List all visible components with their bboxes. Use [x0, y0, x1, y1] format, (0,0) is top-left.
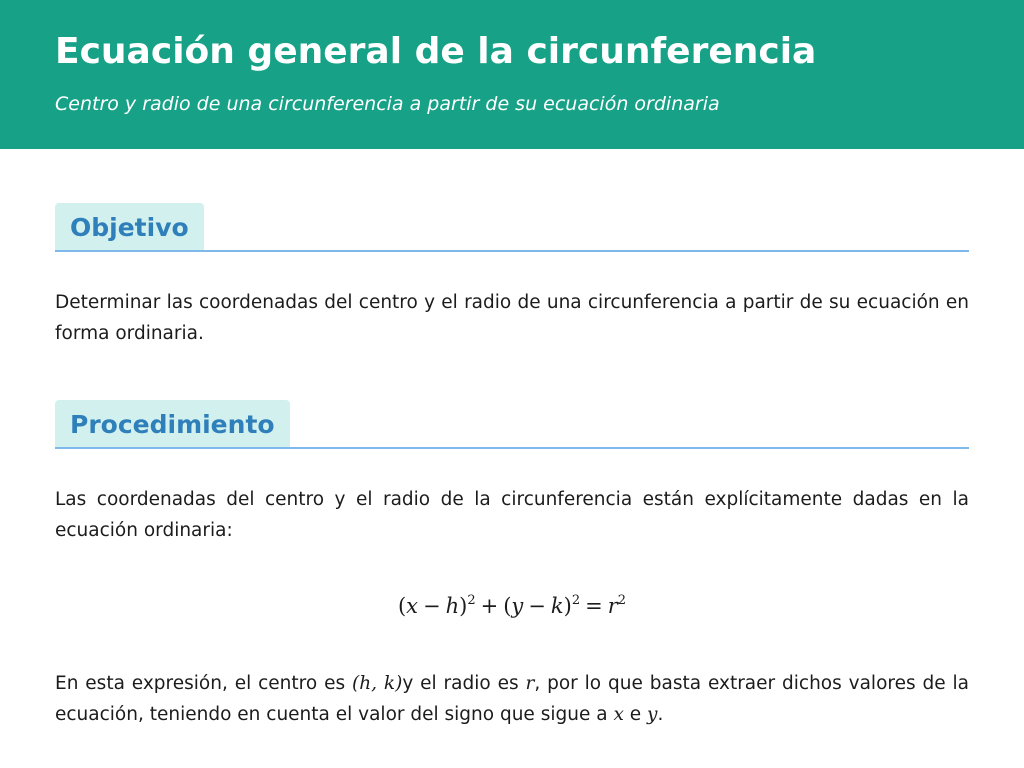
section-label: Procedimiento	[55, 400, 290, 447]
formula-minus: −	[528, 594, 546, 618]
explanation-text: y el radio es	[402, 673, 526, 694]
formula-open-paren: (	[503, 594, 512, 618]
explanation-text: .	[657, 704, 664, 725]
explanation-paragraph	[55, 668, 969, 730]
formula-equals: =	[585, 594, 603, 618]
formula-exponent: 2	[617, 593, 627, 608]
formula-close-paren: )	[459, 594, 468, 618]
formula-minus: −	[422, 594, 441, 618]
explanation-text: e	[623, 704, 648, 725]
x-variable: x	[613, 704, 624, 725]
radius-variable: r	[525, 673, 535, 694]
formula-plus: +	[480, 594, 499, 618]
formula-var-h: h	[445, 594, 460, 618]
objective-paragraph: Determinar las coordenadas del centro y el radio de una circunferencia a partir de su ecuación en forma ordinaria.	[55, 292, 969, 344]
formula-var-y: y	[511, 594, 524, 618]
y-variable: y	[647, 704, 658, 725]
formula-exponent: 2	[571, 593, 581, 608]
procedure-paragraph: Las coordenadas del centro y el radio de la circunferencia están explícitamente dadas en la ecuación ordinaria:	[55, 489, 969, 541]
page-subtitle: Centro y radio de una circunferencia a partir de su ecuación ordinaria	[55, 93, 720, 115]
explanation-text: , por lo que basta extraer dichos valores de la ecuación, teniendo en cuenta el valor del signo que sigue a	[55, 673, 969, 725]
section-heading-objetivo	[55, 203, 969, 252]
page-title: Ecuación general de la circunferencia	[55, 31, 817, 72]
formula-close-paren: )	[563, 594, 572, 618]
page-header	[0, 0, 1024, 149]
explanation-text: En esta expresión, el centro es	[55, 673, 352, 694]
formula-exponent: 2	[467, 593, 476, 608]
formula-var-k: k	[550, 594, 564, 618]
ordinary-equation	[55, 588, 969, 624]
section-label: Objetivo	[55, 203, 204, 250]
section-heading-procedimiento	[55, 400, 969, 449]
formula-var-r: r	[607, 594, 618, 618]
formula-open-paren: (	[397, 594, 407, 618]
center-expression: (h, k)	[351, 673, 403, 694]
formula-var-x: x	[406, 594, 418, 618]
